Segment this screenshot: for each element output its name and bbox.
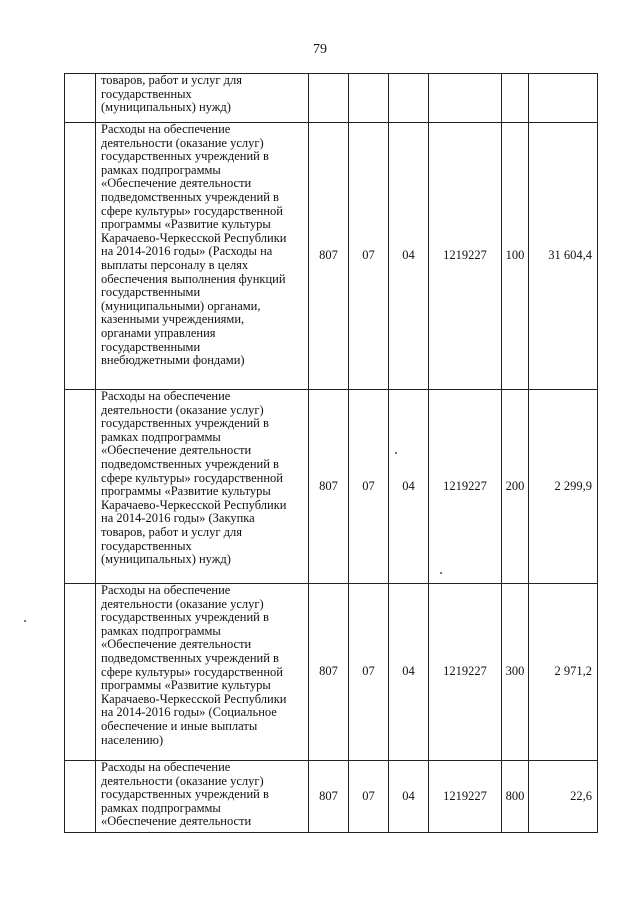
csr-cell: 1219227 <box>429 584 502 761</box>
sum-cell: 2 971,2 <box>529 584 598 761</box>
table-row <box>65 123 598 390</box>
vr-cell: 800 <box>502 761 529 833</box>
row-name: товаров, работ и услуг для государственных (муниципальных) нужд) <box>101 73 243 115</box>
scan-speck <box>24 620 26 622</box>
vr-cell: 100 <box>502 123 529 390</box>
row-name: Расходы на обеспечение деятельности (оказание услуг) государственных учреждений в рамках подпрограммы «Обеспечение деятельности подведомственных учреждений в сфере культуры» государственной программы «Развитие культуры Карачаево-Черкесской Республики на 2014-2016 годы» (Закупка товаров, работ и услуг для государственных (муниципальных) нужд) <box>101 389 287 567</box>
row-name-cell <box>96 123 309 390</box>
rz-cell <box>349 74 389 123</box>
sum-cell: 31 604,4 <box>529 123 598 390</box>
scan-speck <box>440 572 442 574</box>
pr-cell: 04 <box>389 761 429 833</box>
rz-cell: 07 <box>349 123 389 390</box>
rz-cell: 07 <box>349 390 389 584</box>
row-number-cell <box>65 584 96 761</box>
row-name-cell <box>96 584 309 761</box>
row-number-cell <box>65 74 96 123</box>
ved-cell: 807 <box>309 584 349 761</box>
pr-cell: 04 <box>389 584 429 761</box>
csr-cell <box>429 74 502 123</box>
row-number-cell <box>65 761 96 833</box>
vr-cell <box>502 74 529 123</box>
sum-cell: 2 299,9 <box>529 390 598 584</box>
row-number-cell <box>65 123 96 390</box>
budget-table <box>64 73 598 833</box>
scan-speck <box>395 452 397 454</box>
csr-cell: 1219227 <box>429 390 502 584</box>
pr-cell: 04 <box>389 390 429 584</box>
ved-cell <box>309 74 349 123</box>
pr-cell: 04 <box>389 123 429 390</box>
table-row <box>65 584 598 761</box>
row-name-cell <box>96 74 309 123</box>
row-name: Расходы на обеспечение деятельности (оказание услуг) государственных учреждений в рамках подпрограммы «Обеспечение деятельности <box>101 760 269 829</box>
vr-cell: 300 <box>502 584 529 761</box>
csr-cell: 1219227 <box>429 123 502 390</box>
sum-cell: 22,6 <box>529 761 598 833</box>
sum-cell <box>529 74 598 123</box>
rz-cell: 07 <box>349 761 389 833</box>
row-number-cell <box>65 390 96 584</box>
ved-cell: 807 <box>309 761 349 833</box>
pr-cell <box>389 74 429 123</box>
table-row <box>65 390 598 584</box>
csr-cell: 1219227 <box>429 761 502 833</box>
table-row <box>65 761 598 833</box>
page-number: 79 <box>313 42 327 57</box>
table-row <box>65 74 598 123</box>
row-name: Расходы на обеспечение деятельности (оказание услуг) государственных учреждений в рамках подпрограммы «Обеспечение деятельности подведомственных учреждений в сфере культуры» государственной программы «Развитие культуры Карачаево-Черкесской Республики на 2014-2016 годы» (Социальное обеспечение и иные выплаты населению) <box>101 583 287 747</box>
row-name: Расходы на обеспечение деятельности (оказание услуг) государственных учреждений в рамках подпрограммы «Обеспечение деятельности подведомственных учреждений в сфере культуры» государственной программы «Развитие культуры Карачаево-Черкесской Республики на 2014-2016 годы» (Расходы на выплаты персоналу в целях обеспечения выполнения функций государственными (муниципальными) органами, казенными учреждениями, органами управления государственными внебюджетными фондами) <box>101 122 287 368</box>
row-name-cell <box>96 761 309 833</box>
ved-cell: 807 <box>309 390 349 584</box>
row-name-cell <box>96 390 309 584</box>
vr-cell: 200 <box>502 390 529 584</box>
ved-cell: 807 <box>309 123 349 390</box>
rz-cell: 07 <box>349 584 389 761</box>
